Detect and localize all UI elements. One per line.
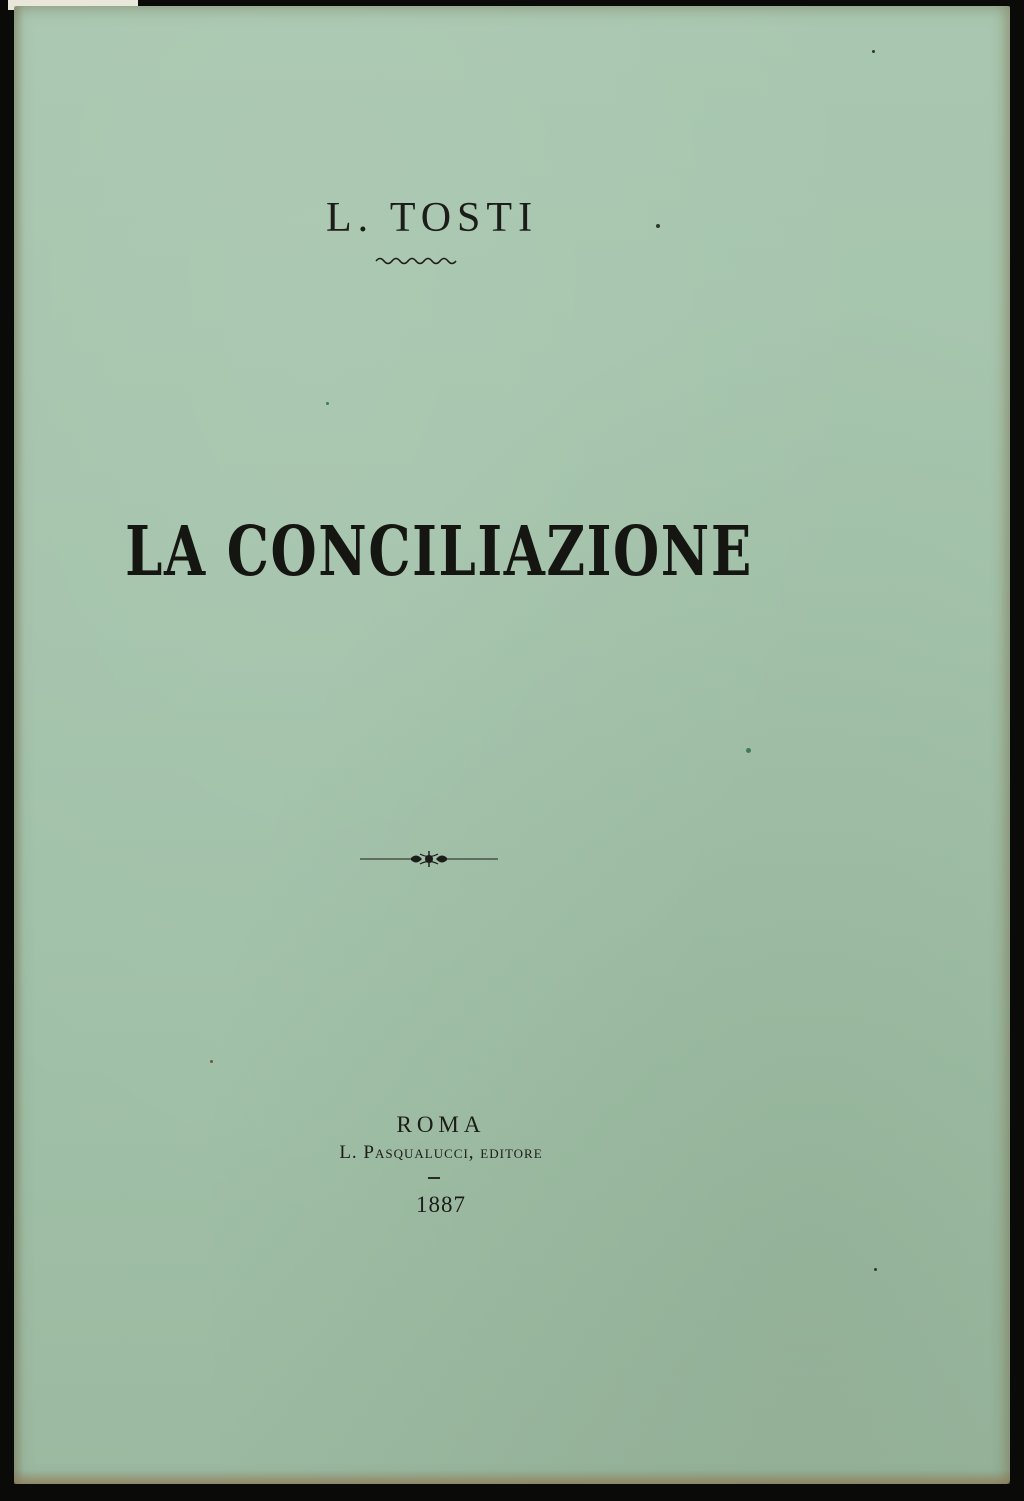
imprint-city: ROMA bbox=[396, 1112, 486, 1137]
book-title: LA CONCILIAZIONE bbox=[125, 512, 753, 592]
author-name: L. TOSTI bbox=[325, 195, 539, 241]
paper-speck bbox=[656, 224, 660, 228]
paper-speck bbox=[326, 402, 329, 405]
book-cover bbox=[14, 6, 1010, 1484]
imprint-divider bbox=[428, 1177, 440, 1179]
paper-speck bbox=[874, 1268, 877, 1271]
imprint-year: 1887 bbox=[416, 1192, 466, 1217]
floral-rule-ornament bbox=[358, 848, 500, 870]
paper-speck bbox=[210, 1060, 213, 1063]
bottom-edge-wear bbox=[14, 1470, 1010, 1484]
wavy-rule-ornament bbox=[374, 254, 460, 268]
imprint-publisher: L. Pasqualucci, editore bbox=[339, 1142, 543, 1163]
paper-speck bbox=[872, 50, 875, 53]
paper-speck bbox=[746, 748, 751, 753]
